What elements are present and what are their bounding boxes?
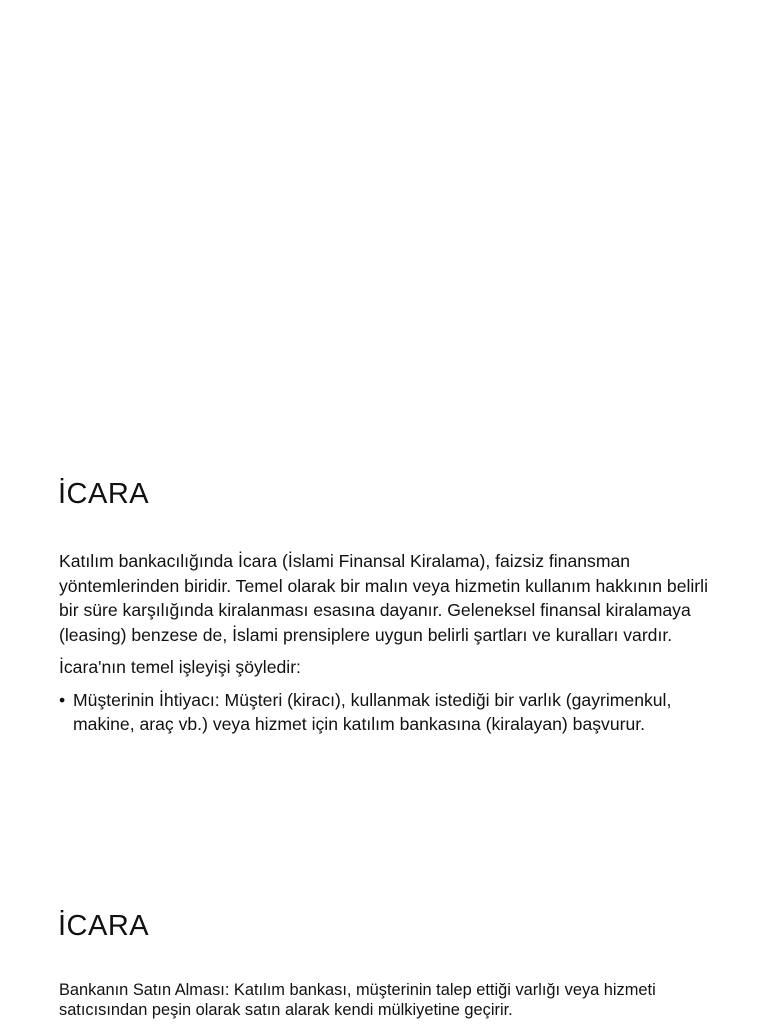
bullet-text: Müşterinin İhtiyacı: Müşteri (kiracı), kullanmak istediği bir varlık (gayrimenkul, makine, araç vb.) veya hizmet için katılım bankasına (kiralayan) başvurur. <box>73 689 672 734</box>
slide-2 <box>0 864 768 1024</box>
bullet-item <box>59 688 719 737</box>
slide-title: İCARA <box>58 478 150 510</box>
paragraph-bank-purchase: Bankanın Satın Alması: Katılım bankası, müşterinin talep ettiği varlığı veya hizmeti satıcısından peşin olarak satın alarak kendi mülkiyetine geçirir. <box>59 981 656 1019</box>
bullet-icon: • <box>59 689 66 710</box>
slide-body <box>59 981 719 1024</box>
bullet-list <box>59 688 719 737</box>
paragraph-process-heading: İcara'nın temel işleyişi şöyledir: <box>59 657 301 677</box>
slide-body <box>59 549 719 737</box>
paragraph-intro: Katılım bankacılığında İcara (İslami Finansal Kiralama), faizsiz finansman yöntemlerinden biridir. Temel olarak bir malın veya hizmetin kullanım hakkının belirli bir süre karşılığında kiralanması esasına dayanır. Geleneksel finansal kiralamaya (leasing) benzese de, İslami prensiplere uygun belirli şartları ve kuralları vardır. <box>59 551 708 645</box>
slide-title: İCARA <box>58 910 150 942</box>
